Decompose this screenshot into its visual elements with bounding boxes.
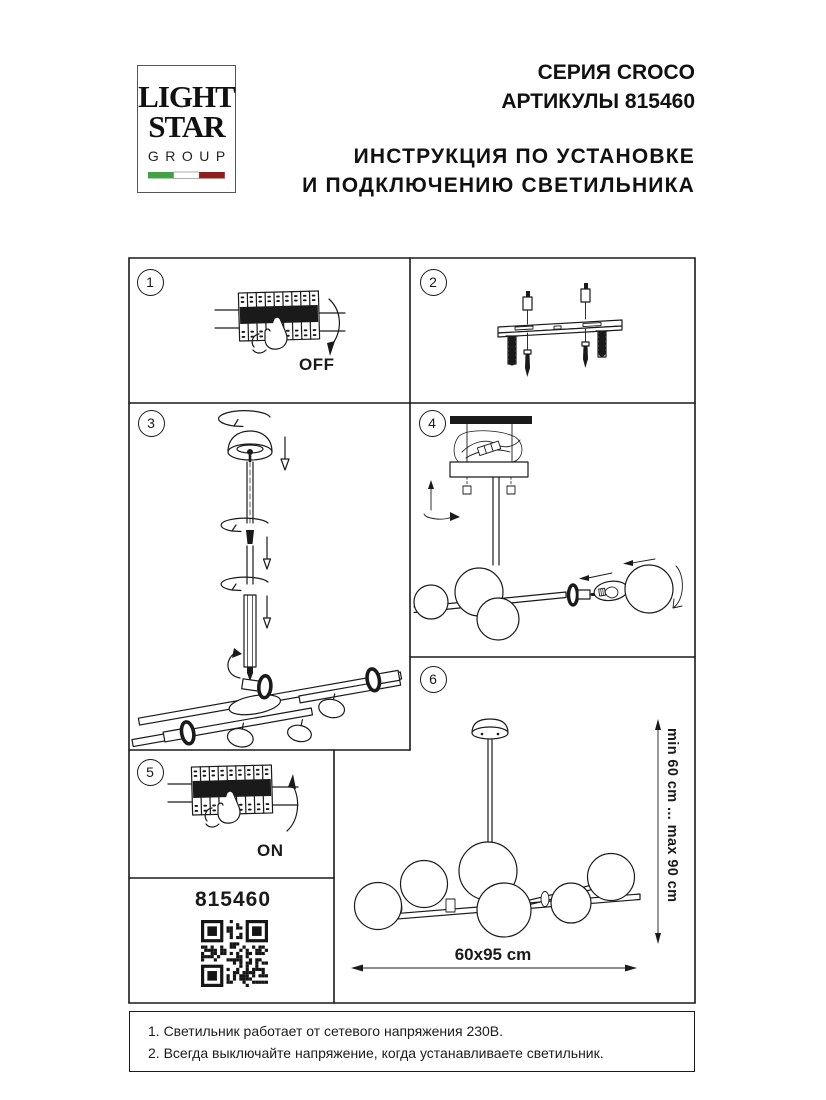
article-number: 815460 [194,888,272,911]
breaker-off-illustration [215,291,345,356]
height-dimension-arrow [655,719,661,944]
frame-bars [125,651,410,774]
breaker-on-illustration [168,765,298,831]
ceiling-mounting-illustration [414,416,682,640]
step-1-number: 1 [137,269,164,296]
mounting-bracket-illustration [498,283,622,377]
safety-notes [129,1011,695,1072]
qr-code [201,920,268,987]
logo-word-star: STAR [148,109,225,144]
off-arrow-icon [327,299,339,356]
on-label: ON [257,841,284,860]
assembled-chandelier-illustration [351,719,661,972]
on-arrow-icon [287,774,298,831]
step-6-number: 6 [420,666,447,693]
width-dimension-arrow [351,965,637,972]
step-5-number: 5 [137,759,164,786]
logo-word-group: GROUP [147,148,232,164]
instruction-title-line2: И ПОДКЛЮЧЕНИЮ СВЕТИЛЬНИКА [302,174,695,197]
note-line-2: 2. Всегда выключайте напряжение, когда устанавливаете светильник. [148,1045,604,1061]
note-line-1: 1. Светильник работает от сетевого напряжения 230В. [148,1023,504,1039]
rod-assembly-illustration [125,411,410,774]
article-title: АРТИКУЛЫ 815460 [501,90,695,113]
series-title: СЕРИЯ CROCO [537,61,695,84]
instruction-title-line1: ИНСТРУКЦИЯ ПО УСТАНОВКЕ [353,145,695,168]
step-3-number: 3 [138,410,165,437]
step-2-number: 2 [420,269,447,296]
off-label: OFF [299,355,335,374]
bulb-icon [593,579,629,603]
step-4-number: 4 [419,410,446,437]
logo-word-light: LIGHT [138,79,235,114]
height-dimension-label: min 60 cm ... max 90 cm [664,728,680,903]
width-dimension-label: 60x95 cm [454,945,532,964]
